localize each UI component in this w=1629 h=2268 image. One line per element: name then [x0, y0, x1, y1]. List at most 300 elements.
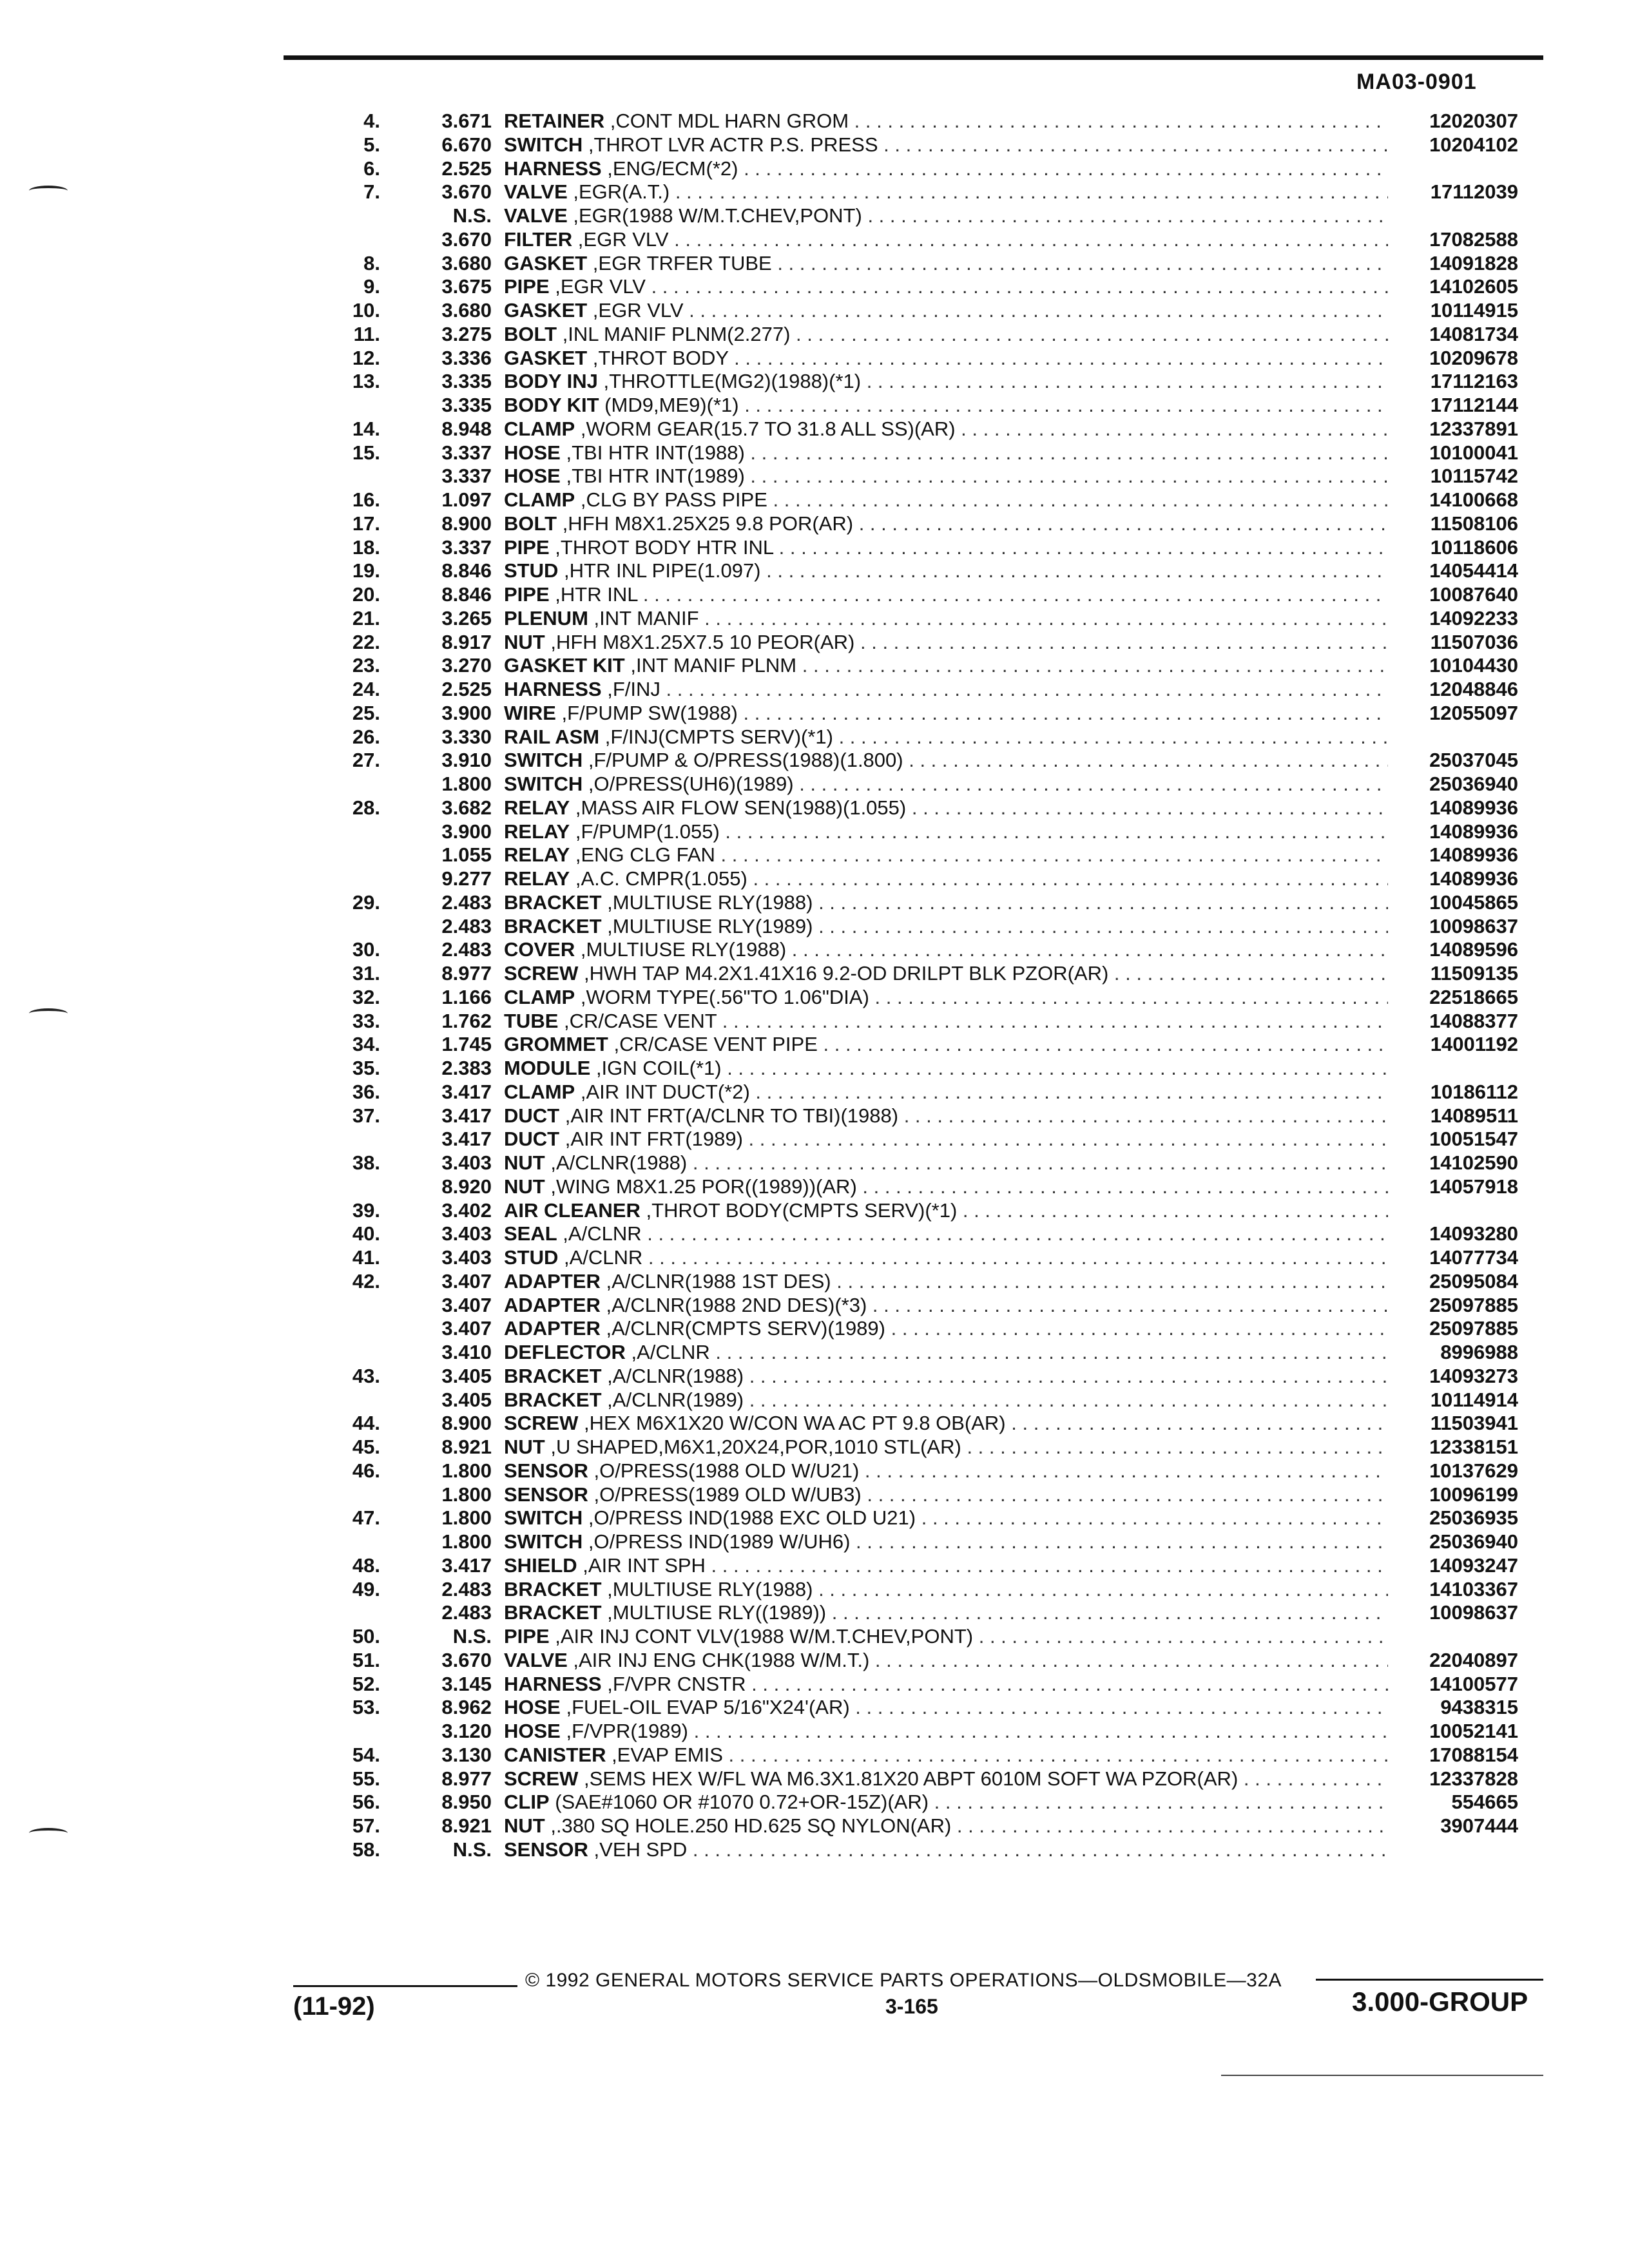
item-number: 7.: [363, 180, 380, 204]
part-name: BODY INJ: [504, 370, 598, 393]
group-number: 3.275: [441, 322, 492, 345]
part-description: [504, 1720, 1388, 1744]
part-detail: ,F/PUMP SW(1988): [555, 701, 738, 724]
group-number: 3.910: [441, 749, 492, 772]
part-number: 10104430: [1429, 654, 1518, 677]
part-number: 11507036: [1430, 630, 1518, 653]
group-number: 3.670: [441, 180, 492, 204]
group-number: 1.800: [441, 1506, 492, 1530]
part-description: [504, 1246, 1388, 1270]
item-number: 21.: [352, 606, 380, 629]
item-number: 42.: [352, 1269, 380, 1293]
group-number: 3.900: [441, 820, 492, 843]
part-description: [504, 962, 1388, 986]
part-description: [504, 110, 1388, 133]
group-number: 3.407: [441, 1269, 492, 1293]
part-number: 25097885: [1429, 1317, 1518, 1340]
part-number: 14093280: [1429, 1222, 1518, 1245]
part-name: SCREW: [504, 1412, 579, 1435]
parts-row: [0, 702, 1629, 726]
group-number: 3.403: [441, 1222, 492, 1245]
group-number: 3.330: [441, 725, 492, 748]
part-detail: ,F/PUMP(1.055): [570, 820, 720, 843]
item-number: 15.: [352, 441, 380, 464]
part-description: [504, 512, 1388, 536]
part-name: FILTER: [504, 227, 573, 251]
item-number: 57.: [352, 1814, 380, 1837]
parts-row: [0, 1720, 1629, 1744]
part-number: 17112144: [1430, 394, 1518, 416]
item-number: 9.: [363, 275, 380, 298]
part-number: 14001192: [1430, 1033, 1518, 1056]
parts-row: [0, 228, 1629, 252]
part-name: MODULE: [504, 1057, 591, 1079]
item-number: 25.: [352, 701, 380, 724]
part-name: ADAPTER: [504, 1293, 601, 1316]
part-description: [504, 749, 1388, 773]
group-number: N.S.: [452, 204, 492, 227]
part-description: [504, 1341, 1388, 1365]
part-description: [504, 1010, 1388, 1033]
item-number: 29.: [352, 890, 380, 914]
parts-row: [0, 1199, 1629, 1223]
parts-row: [0, 133, 1629, 157]
part-description: [504, 1151, 1388, 1175]
part-detail: ,WING M8X1.25 POR((1989))(AR): [545, 1175, 857, 1198]
parts-row: [0, 536, 1629, 560]
part-description: [504, 1057, 1388, 1081]
part-name: BRACKET: [504, 890, 602, 914]
part-detail: ,U SHAPED,M6X1,20X24,POR,1010 STL(AR): [545, 1436, 961, 1458]
parts-row: [0, 1081, 1629, 1104]
part-name: GASKET KIT: [504, 654, 625, 677]
part-detail: ,EGR(A.T.): [567, 180, 670, 204]
part-name: STUD: [504, 559, 559, 582]
part-name: RELAY: [504, 843, 570, 867]
part-number: 12020307: [1429, 110, 1518, 132]
parts-row: [0, 1175, 1629, 1199]
item-number: 26.: [352, 725, 380, 748]
part-detail: ,O/PRESS(1988 OLD W/U21): [588, 1459, 860, 1482]
part-number: 14089511: [1430, 1104, 1518, 1127]
part-detail: ,THROT LVR ACTR P.S. PRESS: [583, 133, 878, 156]
part-detail: ,INL MANIF PLNM(2.277): [557, 322, 791, 345]
item-number: 37.: [352, 1104, 380, 1127]
item-number: 52.: [352, 1672, 380, 1695]
part-name: CLAMP: [504, 1080, 575, 1103]
parts-row: [0, 441, 1629, 465]
parts-row: [0, 1033, 1629, 1057]
part-number: 17088154: [1429, 1743, 1518, 1766]
part-description: [504, 1270, 1388, 1294]
part-name: SWITCH: [504, 1530, 583, 1553]
parts-row: [0, 1057, 1629, 1081]
group-number: 8.948: [441, 417, 492, 440]
parts-row: [0, 1767, 1629, 1791]
page-number: 3-165: [885, 1995, 938, 2018]
group-number: 8.900: [441, 1412, 492, 1435]
group-number: 6.670: [441, 133, 492, 156]
parts-row: [0, 1649, 1629, 1673]
item-number: 30.: [352, 938, 380, 961]
item-number: 22.: [352, 630, 380, 653]
item-number: 45.: [352, 1436, 380, 1458]
parts-row: [0, 1625, 1629, 1649]
part-detail: ,A.C. CMPR(1.055): [570, 867, 747, 890]
part-name: RELAY: [504, 820, 570, 843]
group-number: 3.670: [441, 1648, 492, 1671]
part-description: [504, 986, 1388, 1010]
group-number: 2.483: [441, 1577, 492, 1600]
part-description: [504, 1199, 1388, 1223]
group-number: 8.917: [441, 630, 492, 653]
part-detail: ,MULTIUSE RLY(1988): [601, 890, 813, 914]
part-name: PLENUM: [504, 606, 588, 629]
bottom-line: [1221, 2075, 1543, 2076]
part-description: [504, 938, 1388, 962]
group-number: 2.525: [441, 157, 492, 180]
part-detail: ,FUEL-OIL EVAP 5/16"X24'(AR): [560, 1696, 850, 1719]
part-name: SWITCH: [504, 1506, 583, 1530]
part-number: 25036940: [1429, 1530, 1518, 1553]
part-number: 12338151: [1429, 1436, 1518, 1458]
parts-row: [0, 1814, 1629, 1838]
parts-row: [0, 418, 1629, 441]
group-number: 2.483: [441, 890, 492, 914]
part-number: 11509135: [1430, 962, 1518, 985]
part-detail: ,WORM TYPE(.56"TO 1.06"DIA): [575, 985, 869, 1008]
group-number: 8.846: [441, 583, 492, 606]
part-number: 10052141: [1429, 1720, 1518, 1742]
part-name: DEFLECTOR: [504, 1341, 626, 1363]
parts-row: [0, 1530, 1629, 1554]
parts-row: [0, 962, 1629, 986]
part-number: 14089936: [1429, 820, 1518, 843]
part-name: BRACKET: [504, 914, 602, 937]
group-number: 3.337: [441, 441, 492, 464]
part-number: 10098637: [1429, 914, 1518, 937]
part-name: HARNESS: [504, 157, 602, 180]
item-number: 20.: [352, 583, 380, 606]
parts-row: [0, 1151, 1629, 1175]
group-number: 2.383: [441, 1057, 492, 1079]
part-detail: ,A/CLNR(CMPTS SERV)(1989): [600, 1317, 885, 1340]
part-name: STUD: [504, 1246, 559, 1269]
part-description: [504, 1389, 1388, 1412]
part-description: [504, 1744, 1388, 1767]
part-detail: ,MULTIUSE RLY(1989): [601, 914, 813, 937]
part-name: VALVE: [504, 1648, 568, 1671]
part-description: [504, 773, 1388, 796]
part-name: SENSOR: [504, 1838, 588, 1861]
part-detail: ,CONT MDL HARN GROM: [604, 110, 849, 132]
part-name: SHIELD: [504, 1553, 577, 1577]
parts-row: [0, 1317, 1629, 1341]
part-detail: ,AIR INJ CONT VLV(1988 W/M.T.CHEV,PONT): [549, 1625, 974, 1648]
part-name: SCREW: [504, 1767, 579, 1790]
part-detail: ,AIR INJ ENG CHK(1988 W/M.T.): [567, 1648, 870, 1671]
part-detail: ,ENG/ECM(*2): [601, 157, 738, 180]
part-name: NUT: [504, 1814, 545, 1837]
part-number: 14054414: [1429, 559, 1518, 582]
parts-row: [0, 110, 1629, 133]
item-number: 39.: [352, 1198, 380, 1222]
group-number: 3.671: [441, 110, 492, 132]
parts-row: [0, 773, 1629, 796]
parts-row: [0, 559, 1629, 583]
group-number: 3.407: [441, 1293, 492, 1316]
parts-row: [0, 1791, 1629, 1814]
part-detail: ,VEH SPD: [588, 1838, 688, 1861]
part-name: ADAPTER: [504, 1317, 601, 1340]
part-name: AIR CLEANER: [504, 1198, 641, 1222]
part-number: 12055097: [1429, 701, 1518, 724]
part-detail: ,.380 SQ HOLE.250 HD.625 SQ NYLON(AR): [545, 1814, 952, 1837]
parts-row: [0, 1270, 1629, 1294]
part-description: [504, 323, 1388, 347]
item-number: 49.: [352, 1577, 380, 1600]
part-name: TUBE: [504, 1009, 559, 1032]
parts-row: [0, 1246, 1629, 1270]
part-number: 25097885: [1429, 1293, 1518, 1316]
parts-row: [0, 1436, 1629, 1459]
part-detail: ,AIR INT FRT(1989): [559, 1128, 743, 1151]
item-number: 54.: [352, 1743, 380, 1766]
part-name: BRACKET: [504, 1577, 602, 1600]
part-description: [504, 1294, 1388, 1318]
item-number: 17.: [352, 512, 380, 535]
part-detail: ,A/CLNR(1988 2ND DES)(*3): [600, 1293, 867, 1316]
part-detail: ,A/CLNR(1988): [601, 1364, 744, 1387]
part-number: 14089936: [1429, 867, 1518, 890]
part-description: [504, 370, 1388, 394]
part-detail: ,HFH M8X1.25X7.5 10 PEOR(AR): [545, 630, 855, 653]
part-detail: ,F/PUMP & O/PRESS(1988)(1.800): [583, 749, 903, 772]
group-number: N.S.: [452, 1838, 492, 1861]
group-number: 3.417: [441, 1104, 492, 1127]
part-name: BRACKET: [504, 1388, 602, 1411]
part-description: [504, 536, 1388, 560]
part-description: [504, 441, 1388, 465]
item-number: 41.: [352, 1246, 380, 1269]
item-number: 38.: [352, 1151, 380, 1174]
footer-rule-left: [293, 1985, 517, 1987]
item-number: 56.: [352, 1791, 380, 1814]
part-detail: ,CR/CASE VENT PIPE: [608, 1033, 818, 1056]
parts-row: [0, 1673, 1629, 1696]
group-number: 8.977: [441, 962, 492, 985]
item-number: 18.: [352, 535, 380, 559]
item-number: 35.: [352, 1057, 380, 1079]
group-number: 1.097: [441, 488, 492, 511]
parts-row: [0, 488, 1629, 512]
group-number: 3.403: [441, 1246, 492, 1269]
footer-date: (11-92): [293, 1992, 375, 2021]
part-name: COVER: [504, 938, 575, 961]
part-detail: ,THROT BODY(CMPTS SERV)(*1): [640, 1198, 958, 1222]
doc-id: MA03-0901: [1356, 70, 1477, 94]
part-detail: ,F/INJ(CMPTS SERV)(*1): [599, 725, 833, 748]
item-number: 53.: [352, 1696, 380, 1719]
group-number: 2.483: [441, 1601, 492, 1624]
part-detail: ,EGR(1988 W/M.T.CHEV,PONT): [567, 204, 862, 227]
parts-list: [0, 110, 1629, 1862]
part-detail: ,EGR VLV: [587, 299, 684, 322]
parts-row: [0, 938, 1629, 962]
group-number: 3.417: [441, 1128, 492, 1151]
part-number: 10114915: [1430, 299, 1518, 322]
part-description: [504, 488, 1388, 512]
part-number: 10137629: [1429, 1459, 1518, 1482]
group-number: 3.336: [441, 346, 492, 369]
group-number: 2.483: [441, 914, 492, 937]
part-description: [504, 1601, 1388, 1625]
part-description: [504, 1128, 1388, 1151]
group-number: 3.670: [441, 227, 492, 251]
part-number: 17112039: [1430, 180, 1518, 204]
group-number: 3.900: [441, 701, 492, 724]
item-number: 58.: [352, 1838, 380, 1861]
part-detail: ,O/PRESS IND(1989 W/UH6): [583, 1530, 851, 1553]
part-number: 10115742: [1430, 465, 1518, 488]
part-detail: ,AIR INT FRT(A/CLNR TO TBI)(1988): [559, 1104, 899, 1127]
part-detail: ,EVAP EMIS: [606, 1743, 723, 1766]
part-detail: ,A/CLNR: [625, 1341, 710, 1363]
part-description: [504, 394, 1388, 418]
part-detail: ,A/CLNR(1988 1ST DES): [600, 1269, 831, 1293]
parts-row: [0, 1365, 1629, 1389]
part-number: 14089596: [1429, 938, 1518, 961]
part-number: 10051547: [1429, 1128, 1518, 1151]
item-number: 33.: [352, 1009, 380, 1032]
part-detail: ,A/CLNR: [558, 1246, 643, 1269]
group-number: 3.405: [441, 1388, 492, 1411]
group-number: N.S.: [452, 1625, 492, 1648]
part-name: GASKET: [504, 251, 588, 274]
part-name: PIPE: [504, 583, 550, 606]
part-number: 14089936: [1429, 843, 1518, 867]
parts-row: [0, 1222, 1629, 1246]
part-name: RELAY: [504, 796, 570, 819]
item-number: 6.: [363, 157, 380, 180]
part-description: [504, 275, 1388, 299]
group-number: 3.120: [441, 1720, 492, 1742]
parts-row: [0, 1128, 1629, 1151]
part-name: HOSE: [504, 1696, 561, 1719]
part-description: [504, 1767, 1388, 1791]
part-description: [504, 1459, 1388, 1483]
group-number: 3.417: [441, 1080, 492, 1103]
part-number: 14093273: [1429, 1364, 1518, 1387]
parts-row: [0, 1554, 1629, 1578]
part-detail: ,AIR INT DUCT(*2): [575, 1080, 750, 1103]
part-detail: ,INT MANIF: [588, 606, 699, 629]
part-description: [504, 1104, 1388, 1128]
group-number: 8.920: [441, 1175, 492, 1198]
part-detail: ,HWH TAP M4.2X1.41X16 9.2-OD DRILPT BLK PZOR(AR): [578, 962, 1109, 985]
group-number: 3.130: [441, 1743, 492, 1766]
part-detail: ,THROT BODY HTR INL: [549, 535, 774, 559]
top-rule: [284, 55, 1543, 60]
part-description: [504, 1791, 1388, 1814]
item-number: 14.: [352, 417, 380, 440]
parts-row: [0, 796, 1629, 820]
part-description: [504, 891, 1388, 915]
item-number: 46.: [352, 1459, 380, 1482]
part-description: [504, 1506, 1388, 1530]
item-number: 23.: [352, 654, 380, 677]
part-number: 25037045: [1429, 749, 1518, 772]
group-number: 3.405: [441, 1364, 492, 1387]
part-description: [504, 631, 1388, 655]
group-number: 1.800: [441, 773, 492, 795]
part-description: [504, 1554, 1388, 1578]
part-detail: ,CLG BY PASS PIPE: [575, 488, 767, 511]
part-number: 11508106: [1430, 512, 1518, 535]
parts-row: [0, 986, 1629, 1010]
part-detail: ,A/CLNR(1989): [601, 1388, 744, 1411]
part-detail: ,TBI HTR INT(1989): [560, 465, 745, 488]
part-detail: ,SEMS HEX W/FL WA M6.3X1.81X20 ABPT 6010M SOFT WA PZOR(AR): [578, 1767, 1239, 1790]
part-detail: ,INT MANIF PLNM: [624, 654, 797, 677]
part-number: 10186112: [1430, 1080, 1518, 1103]
part-number: 3907444: [1440, 1814, 1518, 1837]
part-number: 25036935: [1429, 1506, 1518, 1530]
parts-row: [0, 157, 1629, 181]
parts-row: [0, 607, 1629, 631]
part-description: [504, 1530, 1388, 1554]
item-number: 55.: [352, 1767, 380, 1790]
item-number: 40.: [352, 1222, 380, 1245]
group-number: 8.921: [441, 1814, 492, 1837]
part-description: [504, 157, 1388, 181]
part-detail: (SAE#1060 OR #1070 0.72+OR-15Z)(AR): [549, 1791, 929, 1814]
group-label: 3.000-GROUP: [1352, 1986, 1528, 2017]
parts-row: [0, 1010, 1629, 1033]
group-number: 3.337: [441, 535, 492, 559]
part-description: [504, 465, 1388, 488]
parts-row: [0, 1459, 1629, 1483]
part-number: 10100041: [1429, 441, 1518, 464]
group-number: 3.680: [441, 299, 492, 322]
part-number: 10204102: [1429, 133, 1518, 156]
part-name: HOSE: [504, 441, 561, 464]
parts-row: [0, 299, 1629, 323]
part-number: 10114914: [1430, 1388, 1518, 1411]
part-description: [504, 1578, 1388, 1602]
part-name: DUCT: [504, 1128, 560, 1151]
part-name: WIRE: [504, 701, 556, 724]
group-number: 8.962: [441, 1696, 492, 1719]
group-number: 8.900: [441, 512, 492, 535]
part-number: 25095084: [1429, 1269, 1518, 1293]
item-number: 16.: [352, 488, 380, 511]
part-description: [504, 796, 1388, 820]
parts-row: [0, 867, 1629, 891]
part-name: CLAMP: [504, 488, 575, 511]
parts-row: [0, 204, 1629, 228]
part-name: SEAL: [504, 1222, 557, 1245]
part-description: [504, 347, 1388, 370]
part-name: VALVE: [504, 180, 568, 204]
group-number: 3.270: [441, 654, 492, 677]
item-number: 10.: [352, 299, 380, 322]
part-number: 17112163: [1430, 370, 1518, 393]
part-name: RELAY: [504, 867, 570, 890]
footer-rule-right: [1316, 1979, 1543, 1981]
item-number: 11.: [353, 322, 380, 345]
part-detail: ,A/CLNR(1988): [545, 1151, 688, 1174]
